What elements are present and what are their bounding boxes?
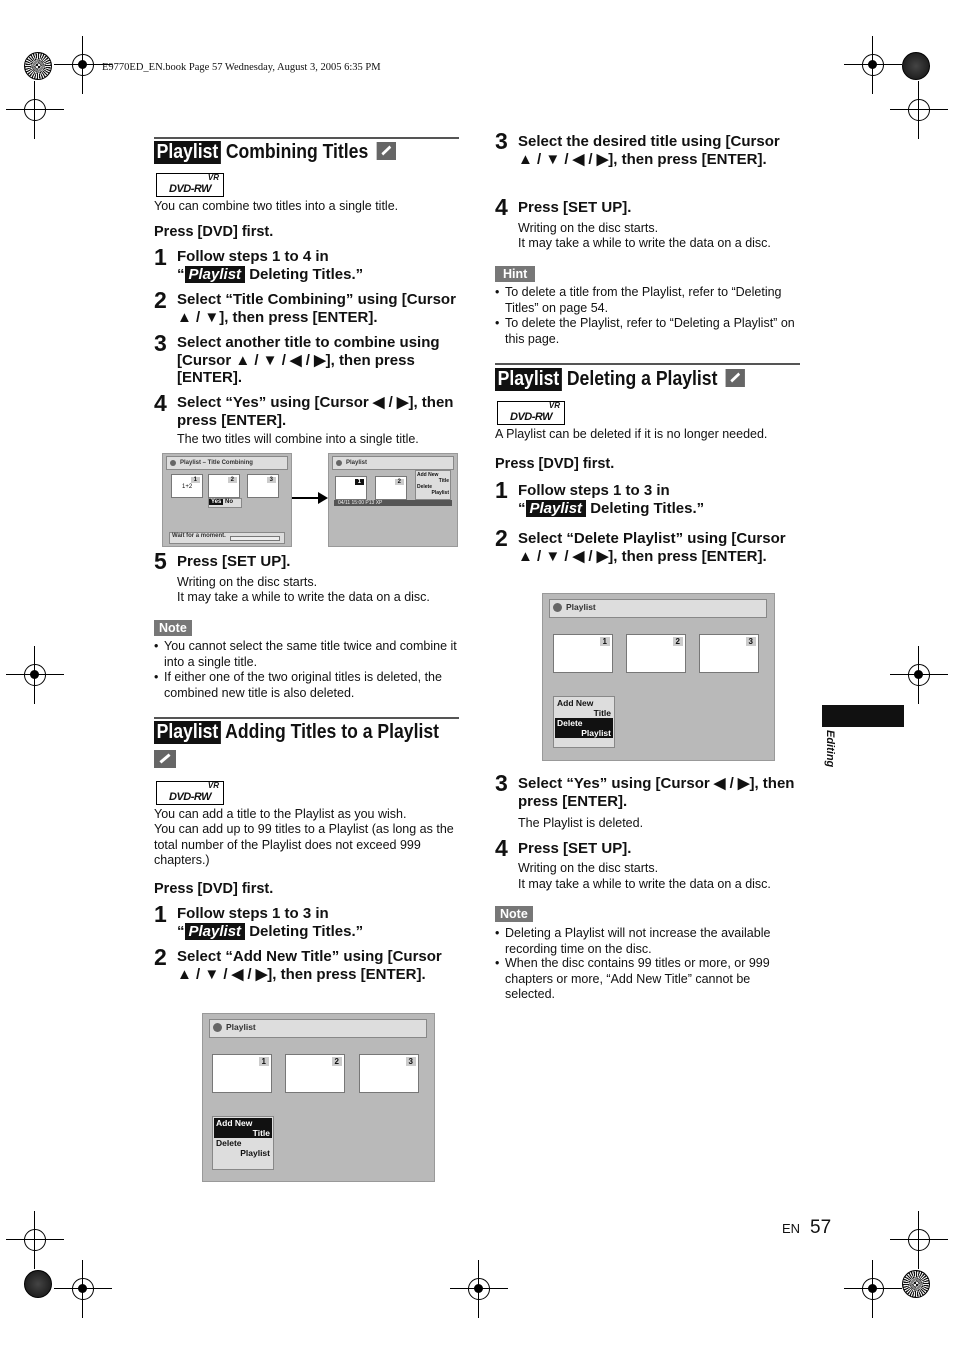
thumbnail: 3 [359, 1054, 419, 1093]
crosshair-icon [20, 660, 50, 690]
intro-text: You can combine two titles into a single title. [154, 199, 399, 213]
wrench-icon [154, 750, 176, 768]
step-text: Select the desired title using [Cursor ▲ / ▼ / ◀ / ▶], then press [ENTER]. [518, 133, 780, 168]
step-number: 5 [154, 548, 167, 574]
wrench-icon [377, 142, 396, 160]
press-dvd-text: Press [DVD] first. [495, 456, 615, 472]
screen-title-combining [162, 453, 292, 547]
note-item: • Deleting a Playlist will not increase the available recording time on the disc. [495, 926, 771, 956]
step-number: 3 [154, 330, 167, 356]
step-note: Writing on the disc starts. [518, 221, 659, 235]
print-header: E9770ED_EN.book Page 57 Wednesday, August 3, 2005 6:35 PM [102, 62, 381, 73]
page-number: 57 [810, 1217, 832, 1238]
yes-no-dialog: Yes No [208, 498, 242, 508]
crosshair-icon [68, 50, 98, 80]
note-item: • You cannot select the same title twice and combine it into a single title. [154, 639, 457, 669]
screen-title-bar: Playlist [549, 599, 767, 618]
dvd-rw-vr-badge: VR DVD-RW [156, 173, 224, 197]
screen-add-new-title [202, 1013, 435, 1182]
step-number: 2 [154, 944, 167, 970]
playlist-menu: Add New Title Delete Playlist [553, 696, 615, 748]
step-text: Select “Delete Playlist” using [Cursor ▲ / ▼ / ◀ / ▶], then press [ENTER]. [518, 530, 786, 565]
press-dvd-text: Press [DVD] first. [154, 224, 274, 240]
step-text: Select “Yes” using [Cursor ◀ / ▶], then press [ENTER]. [177, 394, 454, 429]
section-title: Deleting a Playlist [566, 368, 718, 390]
crosshair-icon [904, 95, 934, 125]
thumbnail: 1 [212, 1054, 272, 1093]
language-label: EN [782, 1221, 801, 1236]
step-number: 3 [495, 128, 508, 154]
wait-message: Wait for a moment. [169, 532, 285, 544]
note-item: • When the disc contains 99 titles or more, or 999 chapters or more, “Add New Title” cannot be selected. [495, 956, 770, 1001]
registration-dial-icon [24, 1270, 52, 1298]
step-number: 2 [154, 287, 167, 313]
screen-title-bar: Playlist – Title Combining [166, 456, 288, 470]
chapter-tab-label: Editing [824, 730, 836, 768]
step-note: The Playlist is deleted. [518, 816, 644, 830]
thumbnail: 2 [285, 1054, 345, 1093]
step-number: 1 [154, 901, 167, 927]
playlist-badge: Playlist [154, 721, 221, 744]
step-number: 4 [154, 390, 167, 416]
step-number: 4 [495, 835, 508, 861]
crosshair-icon [858, 50, 888, 80]
crosshair-icon [20, 1225, 50, 1255]
note-label: Note [495, 906, 533, 922]
section-title: Combining Titles [225, 141, 369, 163]
step-note: It may take a while to write the data on a disc. [518, 236, 771, 250]
step-text: Press [SET UP]. [518, 840, 632, 857]
step-number: 2 [495, 525, 508, 551]
step-text: Select another title to combine using [Cursor ▲ / ▼ / ◀ / ▶], then press [ENTER]. [177, 334, 440, 387]
step-note: Writing on the disc starts. [518, 861, 659, 875]
thumbnail: 2 [208, 474, 240, 498]
screen-title-bar: Playlist [209, 1019, 427, 1038]
intro-text: A Playlist can be deleted if it is no longer needed. [495, 427, 768, 441]
arrow-right-icon [290, 490, 330, 506]
section-rule [154, 717, 459, 719]
registration-dial-icon [24, 52, 52, 80]
section-rule [154, 137, 459, 139]
step-number: 1 [154, 244, 167, 270]
hint-item: • To delete the Playlist, refer to “Deleting a Playlist” on this page. [495, 316, 795, 346]
section-heading-deleting [495, 368, 745, 391]
step-text: Select “Title Combining” using [Cursor ▲ / ▼], then press [ENTER]. [177, 291, 456, 326]
registration-dial-icon [902, 1270, 930, 1298]
intro-text: You can add a title to the Playlist as you wish. [154, 807, 407, 821]
step-text: Follow steps 1 to 3 in “ Playlist Deleting Titles.” [177, 905, 364, 940]
crosshair-icon [20, 95, 50, 125]
thumbnail: 1 1+2 [171, 474, 203, 498]
section-heading-adding [154, 721, 439, 744]
screen-playlist-result [328, 453, 458, 547]
info-bar: 04/11 15:00 P13 XP [334, 500, 452, 506]
step-text: Follow steps 1 to 4 in “ Playlist Deleting Titles.” [177, 248, 364, 283]
dvd-rw-vr-badge: VR DVD-RW [497, 401, 565, 425]
dvd-rw-vr-badge: VR DVD-RW [156, 781, 224, 805]
screen-delete-playlist [542, 593, 775, 761]
section-rule [495, 363, 800, 365]
intro-text: You can add up to 99 titles to a Playlist (as long as the total number of the Playlist does not exceed 999 chapters.) [154, 822, 454, 867]
step-note: It may take a while to write the data on a disc. [177, 590, 430, 604]
thumbnail: 1 [553, 634, 613, 673]
thumbnail: 2 [375, 476, 407, 500]
thumbnail: 2 [626, 634, 686, 673]
step-text: Select “Add New Title” using [Cursor ▲ / ▼ / ◀ / ▶], then press [ENTER]. [177, 948, 442, 983]
crosshair-icon [464, 1274, 494, 1304]
playlist-menu: Add New Title Delete Playlist [415, 470, 451, 500]
step-text: Follow steps 1 to 3 in “ Playlist Deleting Titles.” [518, 482, 705, 517]
playlist-menu: Add New Title Delete Playlist [212, 1116, 274, 1170]
hint-item: • To delete a title from the Playlist, refer to “Deleting Titles” on page 54. [495, 285, 782, 315]
wrench-icon [726, 369, 745, 387]
step-text: Press [SET UP]. [518, 199, 632, 216]
crosshair-icon [858, 1274, 888, 1304]
step-number: 1 [495, 477, 508, 503]
hint-label: Hint [495, 266, 535, 282]
step-note: It may take a while to write the data on a disc. [518, 877, 771, 891]
chapter-tab [822, 705, 904, 727]
screen-title-bar: Playlist [332, 456, 454, 470]
step-text: Press [SET UP]. [177, 553, 291, 570]
playlist-badge: Playlist [154, 141, 221, 164]
step-number: 3 [495, 770, 508, 796]
step-note: The two titles will combine into a single title. [177, 432, 419, 446]
playlist-badge: Playlist [495, 368, 562, 391]
thumbnail: 3 [247, 474, 279, 498]
crosshair-icon [68, 1274, 98, 1304]
thumbnail: 3 [699, 634, 759, 673]
step-note: Writing on the disc starts. [177, 575, 318, 589]
registration-dial-icon [902, 52, 930, 80]
press-dvd-text: Press [DVD] first. [154, 881, 274, 897]
step-number: 4 [495, 194, 508, 220]
crosshair-icon [904, 1225, 934, 1255]
section-heading-combining [154, 141, 396, 164]
note-label: Note [154, 620, 192, 636]
thumbnail: 1 [335, 476, 367, 500]
section-title: Adding Titles to a Playlist [225, 721, 440, 743]
step-text: Select “Yes” using [Cursor ◀ / ▶], then press [ENTER]. [518, 775, 795, 810]
note-item: • If either one of the two original titles is deleted, the combined new title is also deleted. [154, 670, 442, 700]
crosshair-icon [904, 660, 934, 690]
